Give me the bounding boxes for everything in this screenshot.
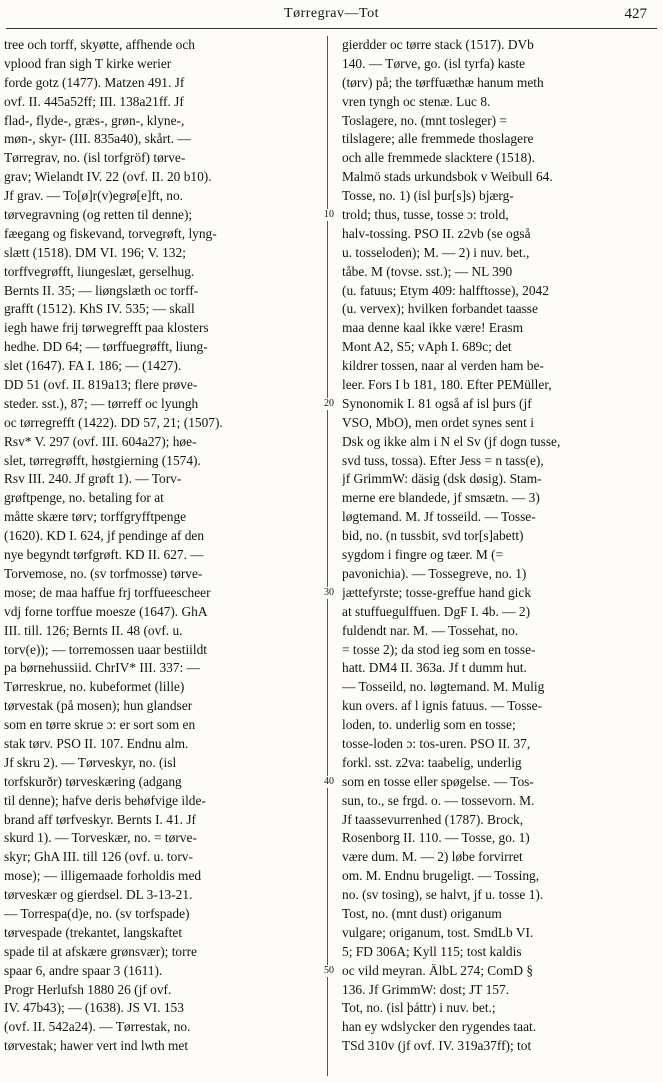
text-line: stak tørv. PSO II. 107. Endnu alm. <box>4 735 189 751</box>
text-line: fuldendt nar. M. — Tossehat, no. <box>342 622 519 638</box>
header-rule <box>6 28 657 29</box>
running-title: Tørregrav—Tot <box>284 6 379 21</box>
text-line: leer. Fors I b 181, 180. Efter PEMüller, <box>342 377 552 393</box>
text-line: Jf taassevurrenhed (1787). Brock, <box>342 811 524 827</box>
text-line: torfskurðr) tørveskæring (adgang <box>4 773 182 789</box>
text-line: III. till. 126; Bernts II. 48 (ovf. u. <box>4 622 183 638</box>
text-line: løgtemand. M. Jf tosseild. — Tosse- <box>342 509 536 525</box>
text-line: grav; Wielandt IV. 22 (ovf. II. 20 b10). <box>4 169 212 185</box>
text-line: 5; FD 306A; Kyll 115; tost kaldis <box>342 943 522 959</box>
text-line: mose; de maa haffue frj torffueescheer <box>4 584 211 600</box>
text-line: DD 51 (ovf. II. 819a13; flere prøve- <box>4 377 198 393</box>
text-line: torv(e)); — torremossen uaar bestiildt <box>4 641 208 657</box>
text-line: vplood fran sigh T kirke werier <box>4 55 172 71</box>
text-line: gierdder oc tørre stack (1517). DVb <box>342 37 534 52</box>
text-line: sun, to., se frgd. o. — tossevorn. M. <box>342 792 535 808</box>
text-line: Tost, no. (mnt dust) origanum <box>342 905 502 921</box>
text-line: Synonomik I. 81 også af isl þurs (jf <box>342 395 532 411</box>
text-line: spade til at afskære grønsvær); torre <box>4 943 197 959</box>
page-number: 427 <box>624 6 647 22</box>
text-line: — Torrespa(d)e, no. (sv torfspade) <box>4 905 190 921</box>
text-line: tree och torff, skyøtte, affhende och <box>4 37 195 52</box>
text-line: hatt. DM4 II. 363a. Jf t dumm hut. <box>342 660 527 676</box>
line-number-marker: 20 <box>324 398 334 410</box>
text-line: tørvestak (på mosen); hun glandser <box>4 698 193 714</box>
text-line: jættefyrste; tosse-greffue hand gick <box>342 584 532 600</box>
text-line: Toslagere, no. (mnt tosleger) = <box>342 112 508 128</box>
text-line: Tørreskrue, no. kubeformet (lille) <box>4 679 185 695</box>
text-line: om. M. Endnu brugeligt. — Tossing, <box>342 868 540 884</box>
column-divider <box>327 36 328 1076</box>
right-column <box>342 36 658 1056</box>
text-line: vulgare; origanum, tost. SmdLb VI. <box>342 924 534 940</box>
text-line: Progr Herlufsh 1880 26 (jf ovf. <box>4 981 172 997</box>
text-line: no. (sv tosing), se halvt, jf u. tosse 1). <box>342 887 544 903</box>
text-line: Tot, no. (isl þáttr) i nuv. bet.; <box>342 1000 496 1016</box>
text-line: iegh hawe frij tørwegrefft paa klosters <box>4 320 209 336</box>
text-line: och alle fremmede slacktere (1518). <box>342 150 535 166</box>
text-line: tilslagere; alle fremmede thoslagere <box>342 131 534 147</box>
text-line: pa børnehussiid. ChrIV* III. 337: — <box>4 660 200 676</box>
text-line: tørveskær og gierdsel. DL 3-13-21. <box>4 887 193 903</box>
text-line: hedhe. DD 64; — tørffuegrøfft, liung- <box>4 339 208 355</box>
text-line: slet, tørregrøfft, høstgierning (1574). <box>4 452 201 468</box>
text-line: skyr; GhA III. till 126 (ovf. u. torv- <box>4 849 193 865</box>
text-line: som en tosse eller spøgelse. — Tos- <box>342 773 534 789</box>
text-line: Tosse, no. 1) (isl þur[s]s) bjærg- <box>342 188 514 204</box>
text-line: Mont A2, S5; vAph I. 689c; det <box>342 339 512 355</box>
text-line: oc tørregrefft (1422). DD 57, 21; (1507). <box>4 414 223 430</box>
text-line: være dum. M. — 2) løbe forvirret <box>342 849 523 865</box>
text-line: fæegang og fiskevand, torvegrøft, lyng- <box>4 225 217 241</box>
text-line: til denne); hafve deris behøfvige ilde- <box>4 792 206 808</box>
text-line: bid, no. (n tussbit, svd tor[s]abett) <box>342 528 524 544</box>
text-line: Torvemose, no. (sv torfmosse) tørve- <box>4 565 203 581</box>
text-line: nye begyndt tørfgrøft. KD II. 627. — <box>4 547 204 563</box>
text-line: Jf grav. — To[ø]r(v)egrø[e]ft, no. <box>4 188 184 204</box>
text-line: loden, to. underlig som en tosse; <box>342 717 516 733</box>
text-line: Rsv III. 240. Jf grøft 1). — Torv- <box>4 471 182 487</box>
text-line: han ey wdslycker den rygendes taat. <box>342 1019 537 1035</box>
text-line: at stuffuegulffuen. DgF I. 4b. — 2) <box>342 603 531 619</box>
text-line: Jf skru 2). — Tørveskyr, no. (isl <box>4 754 177 770</box>
text-line: jf GrimmW: däsig (dsk døsig). Stam- <box>342 471 542 487</box>
text-line: grafft (1512). KhS IV. 535; — skall <box>4 301 195 317</box>
text-line: tørvestak; hawer vert ind lwth met <box>4 1038 189 1054</box>
text-line: pavonichia). — Tossegreve, no. 1) <box>342 565 527 581</box>
text-line: kildrer tossen, naar al verden ham be- <box>342 358 544 374</box>
text-line: grøftpenge, no. betaling for at <box>4 490 164 506</box>
text-line: Rosenborg II. 110. — Tosse, go. 1) <box>342 830 530 846</box>
text-line: slet (1647). FA I. 186; — (1427). <box>4 358 182 374</box>
text-line: IV. 47b43); — (1638). JS VI. 153 <box>4 1000 184 1016</box>
page-header <box>0 6 663 28</box>
text-line: — Tosseild, no. løgtemand. M. Mulig <box>342 679 545 695</box>
text-line: forkl. sst. z2va: taabelig, underlig <box>342 754 522 770</box>
text-line: VSO, MbO), men ordet synes sent i <box>342 414 534 430</box>
text-line: trold; thus, tusse, tosse ɔ: trold, <box>342 207 509 223</box>
text-line: Malmö stads urkundsbok v Weibull 64. <box>342 169 553 185</box>
text-line: oc vild meyran. ÄlbL 274; ComD § <box>342 962 534 978</box>
text-line: (u. vervex); hvilken forbandet taasse <box>342 301 538 317</box>
line-number-marker: 10 <box>324 209 334 221</box>
text-line: spaar 6, andre spaar 3 (1611). <box>4 962 163 978</box>
text-line: tørvespade (trekantet, langskaftet <box>4 924 183 940</box>
text-line: (ovf. II. 542a24). — Tørrestak, no. <box>4 1019 191 1035</box>
text-line: torffvegrøfft, liungeslæt, gerselhug. <box>4 263 195 279</box>
text-line: vdj forne torffue moesze (1647). GhA <box>4 603 208 619</box>
text-line: tåbe. M (tovse. sst.); — NL 390 <box>342 263 513 279</box>
line-number-marker: 30 <box>324 587 334 599</box>
text-line: ovf. II. 445a52ff; III. 138a21ff. Jf <box>4 93 184 109</box>
line-number-marker: 50 <box>324 965 334 977</box>
text-line: Tørregrav, no. (isl torfgröf) tørve- <box>4 150 186 166</box>
text-line: kun overs. af l ignis fatuus. — Tosse- <box>342 698 543 714</box>
text-line: 140. — Tørve, go. (isl tyrfa) kaste <box>342 55 526 71</box>
text-line: tørvegravning (og retten til denne); <box>4 207 193 223</box>
text-line: møn-, skyr- (III. 835a40), skårt. — <box>4 131 191 147</box>
text-line: slætt (1518). DM VI. 196; V. 132; <box>4 244 186 260</box>
text-line: svd tuss, tossa). Efter Jess = n tass(e), <box>342 452 544 468</box>
text-line: merne ere blandede, jf smsætn. — 3) <box>342 490 540 506</box>
text-line: vren tyngh oc stenæ. Luc 8. <box>342 93 491 109</box>
text-line: maa denne kaal ikke være! Erasm <box>342 320 524 336</box>
text-line: brand aff tørfveskyr. Bernts I. 41. Jf <box>4 811 197 827</box>
text-line: skurd 1). — Torveskær, no. = tørve- <box>4 830 197 846</box>
text-line: (1620). KD I. 624, jf pendinge af den <box>4 528 205 544</box>
text-line: halv-tossing. PSO II. z2vb (se også <box>342 225 531 241</box>
text-line: = tosse 2); da stod ieg som en tosse- <box>342 641 536 657</box>
text-line: flad-, flyde-, græs-, grøn-, klyne-, <box>4 112 185 128</box>
text-line: Dsk og ikke alm i N el Sv (jf dogn tusse, <box>342 433 561 449</box>
text-line: sygdom i fingre og tæer. M (= <box>342 547 504 563</box>
text-line: u. tosseloden); M. — 2) i nuv. bet., <box>342 244 530 260</box>
text-line: mose); — illigemaade forholdis med <box>4 868 202 884</box>
text-line: (u. fatuus; Etym 409: halfftosse), 2042 <box>342 282 549 298</box>
text-line: Bernts II. 35; — liøngslæth oc torff- <box>4 282 199 298</box>
text-line: måtte skære tørv; torffgryfftpenge <box>4 509 187 525</box>
text-line: tosse-loden ɔ: tos-uren. PSO II. 37, <box>342 735 531 751</box>
text-line: som en tørre skrue ɔ: er sort som en <box>4 717 196 733</box>
left-column <box>4 36 322 1056</box>
text-line: steder. sst.), 87; — tørreff oc lyungh <box>4 395 199 411</box>
text-line: (tørv) på; the tørffuæthæ hanum meth <box>342 74 544 90</box>
text-line: forde gotz (1477). Matzen 491. Jf <box>4 74 185 90</box>
text-line: TSd 310v (jf ovf. IV. 319a37ff); tot <box>342 1038 532 1054</box>
text-line: 136. Jf GrimmW: dost; JT 157. <box>342 981 510 997</box>
text-line: Rsv* V. 297 (ovf. III. 604a27); høe- <box>4 433 197 449</box>
line-number-marker: 40 <box>324 776 334 788</box>
